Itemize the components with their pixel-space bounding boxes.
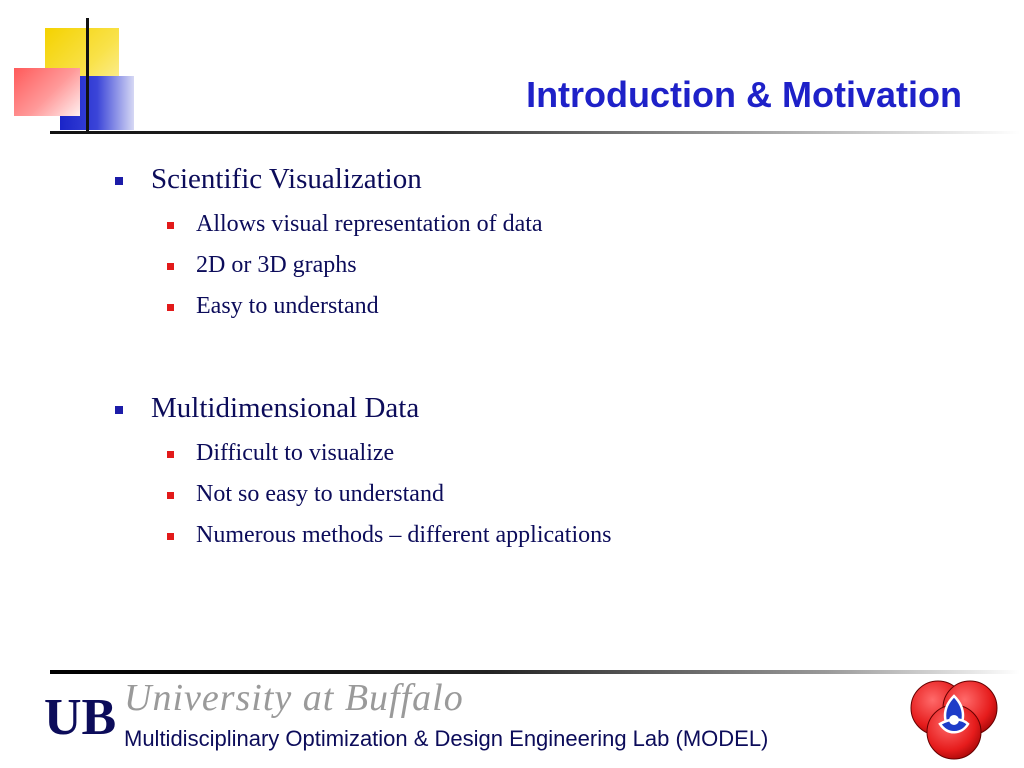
bullet-level2 bbox=[196, 252, 357, 279]
lab-name: Multidisciplinary Optimization & Design Engineering Lab (MODEL) bbox=[124, 726, 769, 751]
square-bullet-icon bbox=[167, 533, 174, 540]
bullet-level1 bbox=[151, 163, 422, 196]
bullet-text: Allows visual representation of data bbox=[196, 211, 543, 237]
ub-logo bbox=[44, 686, 116, 746]
bullet-text: Multidimensional Data bbox=[151, 392, 420, 424]
square-bullet-icon bbox=[115, 406, 123, 414]
bullet-level2 bbox=[196, 481, 444, 508]
university-name: University at Buffalo bbox=[124, 677, 464, 719]
bullet-level2 bbox=[196, 440, 394, 467]
bullet-text: Numerous methods – different applications bbox=[196, 522, 612, 548]
ub-logo-text: UB bbox=[44, 689, 116, 746]
slide-title: Introduction & Motivation bbox=[526, 74, 962, 115]
bullet-text: Easy to understand bbox=[196, 293, 379, 319]
title-divider bbox=[50, 131, 1020, 134]
bullet-level2 bbox=[196, 522, 611, 549]
bullet-text: Not so easy to understand bbox=[196, 481, 444, 507]
footer-divider bbox=[50, 670, 1020, 674]
bullet-text: 2D or 3D graphs bbox=[196, 252, 357, 278]
square-bullet-icon bbox=[115, 177, 123, 185]
square-bullet-icon bbox=[167, 492, 174, 499]
square-bullet-icon bbox=[167, 451, 174, 458]
bullet-level1 bbox=[151, 392, 419, 425]
bullet-text: Scientific Visualization bbox=[151, 163, 422, 195]
bullet-level2 bbox=[196, 211, 543, 238]
model-logo bbox=[906, 674, 1002, 762]
square-bullet-icon bbox=[167, 222, 174, 229]
square-bullet-icon bbox=[167, 263, 174, 270]
decor-red-square bbox=[14, 68, 80, 116]
decor-vertical-line bbox=[86, 18, 89, 132]
bullet-level2 bbox=[196, 293, 379, 320]
bullet-text: Difficult to visualize bbox=[196, 440, 395, 466]
square-bullet-icon bbox=[167, 304, 174, 311]
